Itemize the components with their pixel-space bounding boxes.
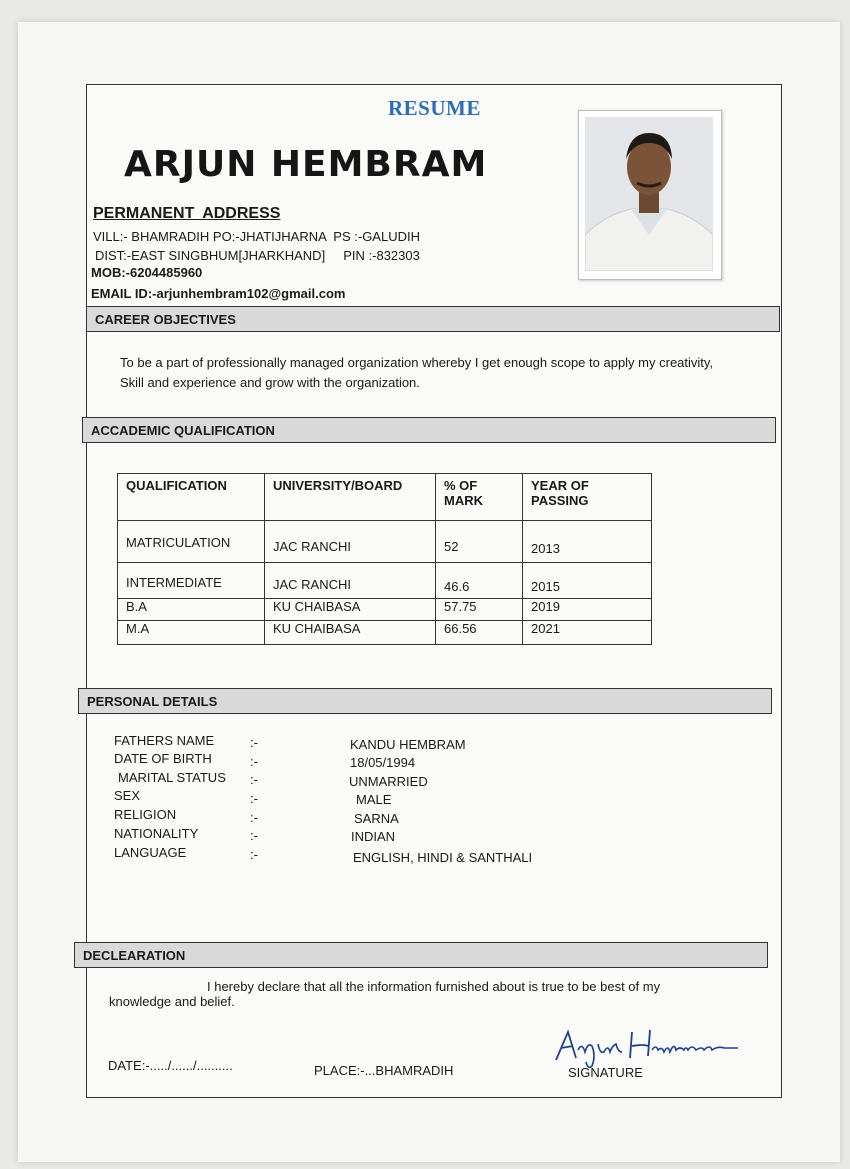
table-cell: 46.6	[436, 563, 523, 599]
email-address: EMAIL ID:-arjunhembram102@gmail.com	[91, 286, 346, 301]
column-header: UNIVERSITY/BOARD	[265, 474, 436, 521]
table-cell: INTERMEDIATE	[118, 563, 265, 599]
detail-separator: :-	[250, 791, 258, 806]
column-header: % OF MARK	[436, 474, 523, 521]
detail-label: RELIGION	[114, 807, 177, 822]
table-cell: MATRICULATION	[118, 521, 265, 563]
detail-separator: :-	[250, 810, 258, 825]
table-row	[118, 521, 652, 563]
signature-icon	[552, 1026, 742, 1070]
column-header: QUALIFICATION	[118, 474, 265, 521]
detail-label: DATE OF BIRTH	[114, 751, 212, 766]
applicant-photo	[578, 110, 722, 280]
table-cell: JAC RANCHI	[265, 563, 436, 599]
table-row	[118, 599, 652, 621]
table-cell: 2021	[523, 621, 652, 645]
address-line-1: VILL:- BHAMRADIH PO:-JHATIJHARNA PS :-GALUDIH	[93, 229, 420, 244]
applicant-name: ARJUN HEMBRAM	[124, 144, 488, 185]
career-objectives-heading: CAREER OBJECTIVES	[86, 306, 780, 332]
table-header-row	[118, 474, 652, 521]
declaration-place: PLACE:-...BHAMRADIH	[314, 1063, 454, 1078]
detail-label: MARITAL STATUS	[118, 770, 226, 785]
detail-label: LANGUAGE	[114, 845, 187, 860]
detail-label: FATHERS NAME	[114, 733, 215, 748]
table-cell: 57.75	[436, 599, 523, 621]
declaration-date: DATE:-...../....../..........	[108, 1058, 233, 1073]
table-cell: JAC RANCHI	[265, 521, 436, 563]
table-cell: 2015	[523, 563, 652, 599]
academic-qualification-heading: ACCADEMIC QUALIFICATION	[82, 417, 776, 443]
detail-separator: :-	[250, 735, 258, 750]
detail-separator: :-	[250, 828, 258, 843]
table-cell: 2019	[523, 599, 652, 621]
detail-separator: :-	[250, 847, 258, 862]
mobile-number: MOB:-6204485960	[91, 265, 203, 280]
detail-value: SARNA	[354, 811, 399, 826]
detail-value: 18/05/1994	[350, 755, 416, 770]
column-header: YEAR OF PASSING	[523, 474, 652, 521]
detail-label: NATIONALITY	[114, 826, 199, 841]
table-cell: 2013	[523, 521, 652, 563]
declaration-line-2: knowledge and belief.	[109, 994, 235, 1009]
detail-value: UNMARRIED	[349, 774, 428, 789]
career-objective-line-2: Skill and experience and grow with the organization.	[120, 375, 420, 390]
detail-value: ENGLISH, HINDI & SANTHALI	[353, 850, 533, 865]
personal-details-heading: PERSONAL DETAILS	[78, 688, 772, 714]
table-cell: 52	[436, 521, 523, 563]
resume-title: RESUME	[388, 96, 481, 120]
signature-label: SIGNATURE	[568, 1065, 643, 1080]
declaration-line-1: I hereby declare that all the information furnished about is true to be best of my	[207, 979, 661, 994]
person-portrait-icon	[585, 117, 713, 271]
table-row	[118, 563, 652, 599]
detail-separator: :-	[250, 772, 258, 787]
detail-separator: :-	[250, 754, 258, 769]
table-cell: KU CHAIBASA	[265, 621, 436, 645]
career-objective-line-1: To be a part of professionally managed organization whereby I get enough scope to apply my creativity,	[120, 355, 714, 370]
detail-value: MALE	[356, 792, 392, 807]
table-cell: B.A	[118, 599, 265, 621]
detail-value: INDIAN	[351, 829, 396, 844]
detail-label: SEX	[114, 788, 141, 803]
declaration-heading: DECLEARATION	[74, 942, 768, 968]
address-heading: PERMANENT ADDRESS	[93, 205, 281, 222]
detail-value: KANDU HEMBRAM	[350, 737, 466, 752]
table-cell: 66.56	[436, 621, 523, 645]
table-cell: KU CHAIBASA	[265, 599, 436, 621]
table-cell: M.A	[118, 621, 265, 645]
table-row	[118, 621, 652, 645]
address-line-2: DIST:-EAST SINGBHUM[JHARKHAND] PIN :-832303	[95, 248, 420, 263]
qualification-table	[117, 473, 652, 645]
